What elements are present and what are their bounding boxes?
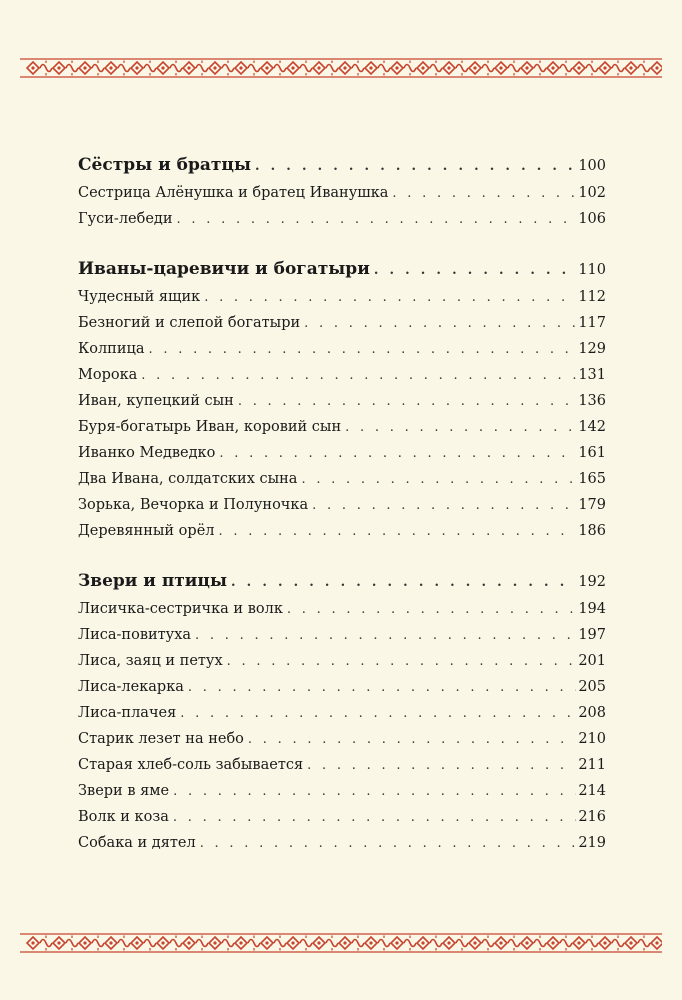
entry-title: Лиса-лекарка [78,679,184,695]
leader-dots [255,152,576,182]
leader-dots [392,181,576,207]
toc-entry[interactable] [78,440,606,466]
leader-dots [177,207,577,233]
leader-dots [307,753,576,779]
toc-entry[interactable] [78,700,606,726]
entry-title: Морока [78,367,138,383]
page-number: 219 [578,835,606,851]
leader-dots [204,285,576,311]
leader-dots [219,441,576,467]
page-number: 210 [578,731,606,747]
section-title: Звери и птицы [78,571,228,591]
page-number: 197 [578,627,606,643]
entry-title: Два Ивана, солдатских сына [78,471,298,487]
page-number: 100 [578,158,606,174]
page-number: 117 [578,315,606,331]
toc-section-siblings [78,150,606,232]
toc-entry[interactable] [78,466,606,492]
toc-entry[interactable] [78,492,606,518]
page-number: 102 [578,185,606,201]
toc-entry[interactable] [78,388,606,414]
page-number: 131 [578,367,606,383]
page-number: 201 [578,653,606,669]
entry-title: Волк и коза [78,809,169,825]
toc-entry[interactable] [78,414,606,440]
entry-title: Иван, купецкий сын [78,393,234,409]
leader-dots [287,597,576,623]
leader-dots [219,519,577,545]
leader-dots [173,779,576,805]
page-number: 192 [578,574,606,590]
leader-dots [180,701,576,727]
page-number: 165 [578,471,606,487]
page-number: 216 [578,809,606,825]
leader-dots [374,256,577,286]
toc-entry[interactable] [78,778,606,804]
toc-entry[interactable] [78,518,606,544]
entry-title: Старик лезет на небо [78,731,244,747]
entry-title: Зорька, Вечорка и Полуночка [78,497,309,513]
page-number: 106 [578,211,606,227]
page-number: 161 [578,445,606,461]
leader-dots [301,467,576,493]
toc-entry[interactable] [78,726,606,752]
entry-title: Сестрица Алёнушка и братец Иванушка [78,185,389,201]
entry-title: Иванко Медведко [78,445,216,461]
page-number: 214 [578,783,606,799]
toc-entry[interactable] [78,362,606,388]
toc-entry[interactable] [78,830,606,856]
page-number: 136 [578,393,606,409]
toc-section-heading[interactable] [78,150,606,180]
leader-dots [312,493,576,519]
section-title: Сёстры и братцы [78,155,251,175]
leader-dots [304,311,576,337]
page-number: 186 [578,523,606,539]
entry-title: Собака и дятел [78,835,196,851]
page-number: 211 [578,757,606,773]
toc-section-ivans [78,254,606,544]
leader-dots [345,415,576,441]
entry-title: Безногий и слепой богатыри [78,315,301,331]
toc-entry[interactable] [78,622,606,648]
toc-entry[interactable] [78,284,606,310]
entry-title: Деревянный орёл [78,523,215,539]
leader-dots [200,831,577,857]
page-number: 112 [578,289,606,305]
toc-entry[interactable] [78,180,606,206]
toc-entry[interactable] [78,310,606,336]
page-number: 194 [578,601,606,617]
leader-dots [141,363,576,389]
toc-entry[interactable] [78,804,606,830]
toc-section-heading[interactable] [78,254,606,284]
leader-dots [238,389,576,415]
entry-title: Лиса, заяц и петух [78,653,223,669]
table-of-contents [78,150,606,878]
entry-title: Лиса-повитуха [78,627,192,643]
entry-title: Чудесный ящик [78,289,201,305]
page-number: 205 [578,679,606,695]
page-number: 110 [578,262,606,278]
leader-dots [173,805,576,831]
toc-section-heading[interactable] [78,566,606,596]
leader-dots [248,727,576,753]
toc-section-animals [78,566,606,856]
page-number: 208 [578,705,606,721]
toc-entry[interactable] [78,596,606,622]
entry-title: Лиса-плачея [78,705,177,721]
toc-entry[interactable] [78,206,606,232]
bottom-ornament-border [20,932,662,954]
leader-dots [195,623,576,649]
toc-entry[interactable] [78,752,606,778]
toc-entry[interactable] [78,674,606,700]
section-title: Иваны-царевичи и богатыри [78,259,370,279]
page-number: 129 [578,341,606,357]
toc-entry[interactable] [78,336,606,362]
page-number: 179 [578,497,606,513]
leader-dots [227,649,577,675]
leader-dots [148,337,576,363]
entry-title: Старая хлеб-соль забывается [78,757,304,773]
leader-dots [231,568,576,598]
entry-title: Звери в яме [78,783,170,799]
top-ornament-border [20,57,662,79]
entry-title: Лисичка-сестричка и волк [78,601,283,617]
page-number: 142 [578,419,606,435]
entry-title: Колпица [78,341,145,357]
toc-entry[interactable] [78,648,606,674]
leader-dots [188,675,576,701]
entry-title: Буря-богатырь Иван, коровий сын [78,419,342,435]
entry-title: Гуси-лебеди [78,211,173,227]
